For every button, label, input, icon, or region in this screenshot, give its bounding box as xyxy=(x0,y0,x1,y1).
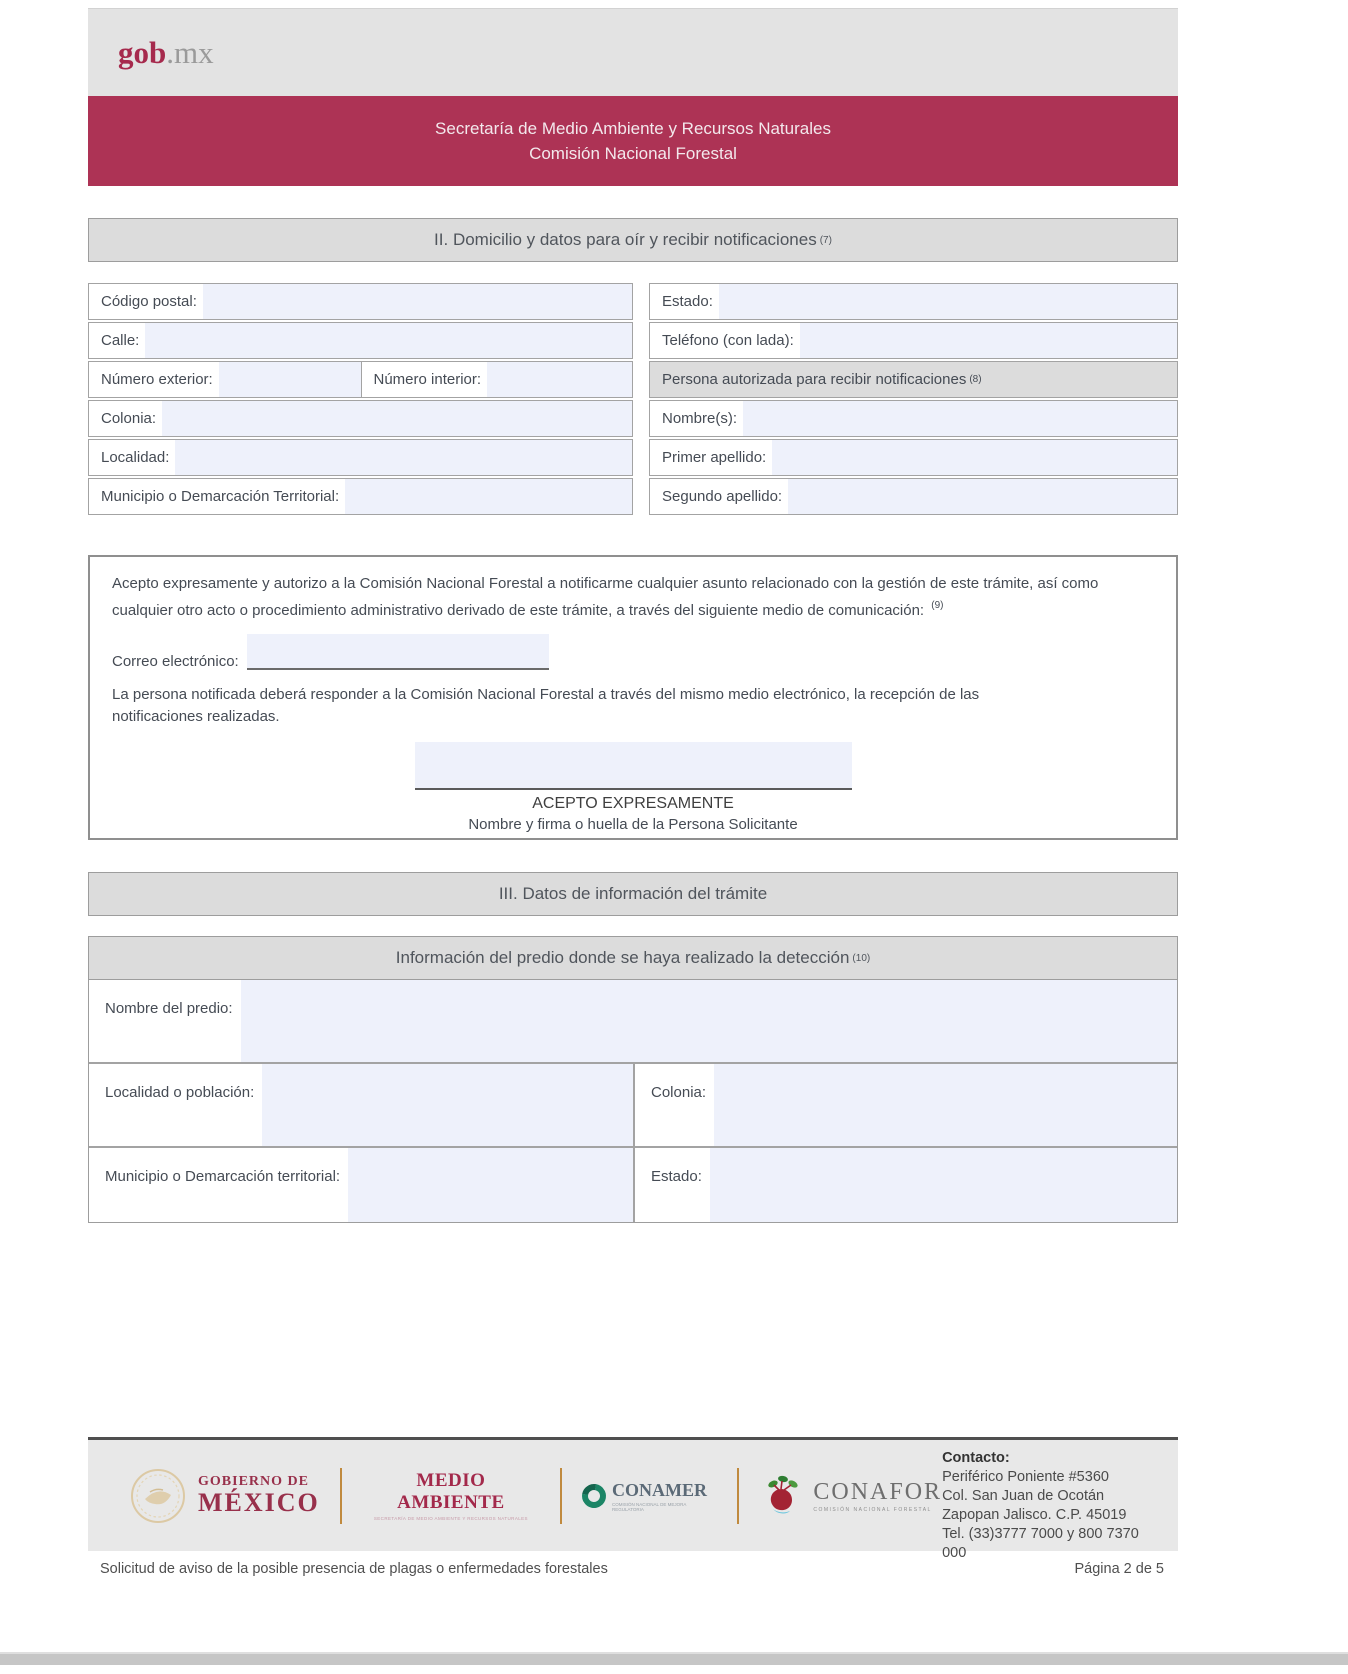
consent-paragraph-1 xyxy=(112,573,1154,622)
numero-interior-cell xyxy=(361,362,633,397)
field-row-nombres xyxy=(649,400,1178,437)
signature-input[interactable] xyxy=(415,742,852,790)
telefono-label: Teléfono (con lada): xyxy=(662,332,794,349)
contact-phone: Tel. (33)3777 7000 y 800 7370 000 xyxy=(942,1526,1139,1561)
localidad-input[interactable] xyxy=(175,440,632,475)
persona-autorizada-text: Persona autorizada para recibir notificaciones xyxy=(662,371,967,388)
form-page xyxy=(88,8,1178,1577)
numero-interior-input[interactable] xyxy=(487,362,632,397)
primer-apellido-input[interactable] xyxy=(772,440,1177,475)
conamer-icon xyxy=(577,1479,610,1512)
numero-interior-label: Número interior: xyxy=(373,371,482,388)
conafor-logo xyxy=(759,1473,942,1519)
estado-label: Estado: xyxy=(662,293,713,310)
mexico-seal-icon xyxy=(130,1468,186,1524)
conafor-text-block xyxy=(813,1479,942,1513)
nombres-label: Nombre(s): xyxy=(662,410,738,427)
predio-localidad-cell xyxy=(89,1064,633,1146)
predio-municipio-label: Municipio o Demarcación territorial: xyxy=(105,1168,341,1185)
field-row-primer-apellido xyxy=(649,439,1178,476)
persona-autorizada-label xyxy=(650,362,988,397)
page-break-strip xyxy=(0,1652,1348,1665)
gobierno-de-mexico-logo xyxy=(198,1475,320,1517)
nombre-predio-input[interactable] xyxy=(241,980,1177,1062)
field-row-estado xyxy=(649,283,1178,320)
consent-paragraph-1-text: Acepto expresamente y autorizo a la Comisión Nacional Forestal a notificarme cualquier asunto relacionado con la gestión de este trámite, así como cualquier otro acto o procedimiento administrativo derivado de este trámite, a través del siguiente medio de comunicación: xyxy=(112,575,1099,619)
gobierno-line1: GOBIERNO DE xyxy=(198,1473,309,1489)
signature-caption: Nombre y firma o huella de la Persona Solicitante xyxy=(468,816,798,833)
address-fields-left xyxy=(88,283,633,517)
predio-colonia-cell xyxy=(633,1064,1177,1146)
persona-autorizada-subheader xyxy=(649,361,1178,398)
conamer-subtext: COMISIÓN NACIONAL DE MEJORA REGULATORIA xyxy=(612,1501,687,1512)
numero-exterior-cell xyxy=(89,362,361,397)
signature-title: ACEPTO EXPRESAMENTE xyxy=(532,795,734,812)
medio-ambiente-logo xyxy=(362,1470,540,1521)
predio-localidad-label: Localidad o población: xyxy=(105,1084,255,1101)
institution-banner xyxy=(88,96,1178,186)
predio-header xyxy=(89,937,1177,980)
section-ii-title: II. Domicilio y datos para oír y recibir notificaciones xyxy=(434,230,817,249)
field-row-segundo-apellido xyxy=(649,478,1178,515)
document-title: Solicitud de aviso de la posible presencia de plagas o enfermedades forestales xyxy=(100,1561,608,1577)
email-label: Correo electrónico: xyxy=(112,653,239,670)
segundo-apellido-label: Segundo apellido: xyxy=(662,488,783,505)
calle-label: Calle: xyxy=(101,332,140,349)
predio-row-municipio-estado xyxy=(89,1146,1177,1222)
pagefoot-row xyxy=(88,1561,1178,1577)
calle-input[interactable] xyxy=(145,323,632,358)
predio-colonia-label: Colonia: xyxy=(651,1084,707,1101)
predio-ref: (10) xyxy=(852,952,871,964)
codigo-postal-input[interactable] xyxy=(203,284,632,319)
consent-box xyxy=(88,555,1178,840)
field-row-telefono xyxy=(649,322,1178,359)
predio-municipio-cell xyxy=(89,1148,633,1222)
predio-estado-input[interactable] xyxy=(710,1148,1177,1222)
page-number: Página 2 de 5 xyxy=(1074,1561,1164,1577)
medio-ambiente-subtext: SECRETARÍA DE MEDIO AMBIENTE Y RECURSOS NATURALES xyxy=(373,1516,528,1521)
predio-title: Información del predio donde se haya realizado la detección xyxy=(395,948,850,967)
field-row-codigo-postal xyxy=(88,283,633,320)
nombre-predio-label: Nombre del predio: xyxy=(105,1000,233,1017)
contact-address-line1: Periférico Poniente #5360 xyxy=(942,1469,1109,1485)
page-footer xyxy=(88,1437,1178,1561)
predio-table xyxy=(88,936,1178,1223)
field-row-calle xyxy=(88,322,633,359)
contact-address-line3: Zapopan Jalisco. C.P. 45019 xyxy=(942,1507,1127,1523)
contact-address-line2: Col. San Juan de Ocotán xyxy=(942,1488,1105,1504)
numero-exterior-input[interactable] xyxy=(219,362,361,397)
contact-title: Contacto: xyxy=(942,1450,1010,1466)
conamer-logo xyxy=(582,1480,717,1512)
field-row-colonia xyxy=(88,400,633,437)
field-row-localidad xyxy=(88,439,633,476)
consent-ref: (9) xyxy=(931,600,944,611)
signature-block xyxy=(112,742,1154,833)
section-ii-header xyxy=(88,218,1178,262)
predio-colonia-input[interactable] xyxy=(714,1064,1177,1146)
codigo-postal-label: Código postal: xyxy=(101,293,197,310)
colonia-input[interactable] xyxy=(162,401,632,436)
banner-line2: Comisión Nacional Forestal xyxy=(529,144,737,163)
section-iii-header xyxy=(88,872,1178,916)
localidad-label: Localidad: xyxy=(101,449,170,466)
municipio-input[interactable] xyxy=(345,479,632,514)
predio-localidad-input[interactable] xyxy=(262,1064,633,1146)
footer-divider xyxy=(340,1468,342,1524)
gobmx-logo xyxy=(118,35,214,71)
gobierno-line2: MÉXICO xyxy=(198,1488,320,1518)
municipio-label: Municipio o Demarcación Territorial: xyxy=(101,488,340,505)
colonia-label: Colonia: xyxy=(101,410,157,427)
consent-paragraph-2: La persona notificada deberá responder a la Comisión Nacional Forestal a través del mismo medio electrónico, la recepción de las notificaciones realizadas. xyxy=(112,686,980,725)
gobmx-logo-mx: .mx xyxy=(166,34,214,70)
predio-estado-cell xyxy=(633,1148,1177,1222)
conafor-text: CONAFOR xyxy=(813,1478,943,1505)
predio-municipio-input[interactable] xyxy=(348,1148,633,1222)
nombres-input[interactable] xyxy=(743,401,1177,436)
numero-exterior-label: Número exterior: xyxy=(101,371,213,388)
address-fields-right xyxy=(649,283,1178,517)
address-fields xyxy=(88,283,1178,517)
gobmx-logo-gob: gob xyxy=(118,34,167,70)
conamer-text: CONAMER xyxy=(612,1479,708,1500)
conafor-icon xyxy=(759,1473,805,1519)
field-row-municipio xyxy=(88,478,633,515)
predio-estado-label: Estado: xyxy=(651,1168,702,1185)
field-row-numeros xyxy=(88,361,633,398)
section-iii-title: III. Datos de información del trámite xyxy=(498,884,768,903)
primer-apellido-label: Primer apellido: xyxy=(662,449,767,466)
telefono-input[interactable] xyxy=(800,323,1177,358)
banner-line1: Secretaría de Medio Ambiente y Recursos Naturales xyxy=(435,119,831,138)
section-ii-ref: (7) xyxy=(819,234,832,246)
conamer-text-block xyxy=(612,1480,717,1512)
footer-divider xyxy=(560,1468,562,1524)
email-input[interactable] xyxy=(247,634,549,670)
contact-block xyxy=(942,1440,1164,1563)
conafor-subtext: COMISIÓN NACIONAL FORESTAL xyxy=(813,1506,932,1513)
footer-divider xyxy=(737,1468,739,1524)
predio-row-nombre xyxy=(89,980,1177,1062)
gobmx-topbar xyxy=(88,8,1178,96)
predio-row-localidad-colonia xyxy=(89,1062,1177,1146)
medio-ambiente-text: MEDIO AMBIENTE xyxy=(397,1470,505,1513)
persona-autorizada-ref: (8) xyxy=(969,374,982,385)
email-row xyxy=(112,634,1154,670)
segundo-apellido-input[interactable] xyxy=(788,479,1177,514)
estado-input[interactable] xyxy=(719,284,1177,319)
